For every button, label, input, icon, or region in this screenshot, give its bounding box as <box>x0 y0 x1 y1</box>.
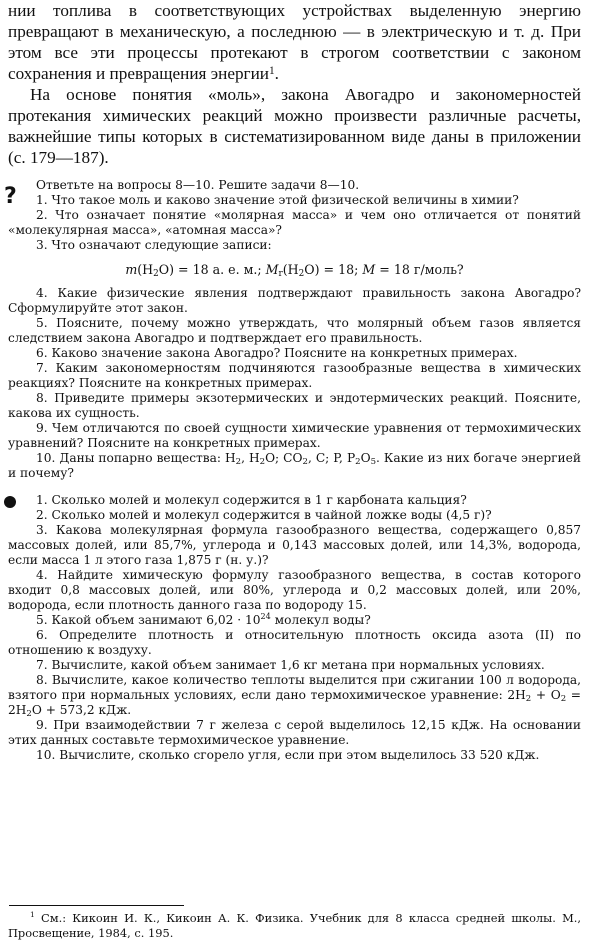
subscript: 2 <box>235 457 242 467</box>
problems-section <box>8 493 581 763</box>
subscript: 2 <box>26 709 32 719</box>
formula-subscript: r <box>278 269 283 279</box>
formula-symbol-M: M <box>265 262 279 277</box>
bullet-dot-icon <box>4 496 16 508</box>
problem-item: 1. Сколько молей и молекул содержится в 1 г карбоната кальция? <box>36 493 467 507</box>
problem-item: 7. Вычислите, какой объем занимает 1,6 кг метана при нормальных условиях. <box>36 658 545 672</box>
question-item: 5. Поясните, почему можно утверждать, что молярный объем газов является следствием закона Авогадро и подтверждает его правильность. <box>8 316 581 345</box>
subscript: 5 <box>370 457 377 467</box>
item-text: O <box>360 451 371 465</box>
problem-item: 6. Определите плотность и относительную плотность оксида азота (II) по отношению к воздуху. <box>8 628 581 657</box>
item-text: O + 573,2 кДж. <box>31 703 132 717</box>
question-item: 9. Чем отличаются по своей сущности химические уравнения от термохимических уравнений? Поясните на конкретных примерах. <box>8 421 581 450</box>
question-item: 2. Что означает понятие «молярная масса» и чем оно отличается от понятий «молекулярная масса», «атомная масса»? <box>8 208 581 237</box>
item-text: 8. Вычислите, какое количество теплоты выделится при сжигании 100 л водорода, взятого при нормальных условиях, если дано термохимическое уравнение: 2H <box>8 673 581 702</box>
footnote-text: См.: Кикоин И. К., Кикоин А. К. Физика. Учебник для 8 класса средней школы. М., Просвещение, 1984, с. 195. <box>8 911 581 940</box>
formula-symbol-m: m <box>125 262 138 277</box>
subscript: 2 <box>259 457 266 467</box>
problem-item: 4. Найдите химическую формулу газообразного вещества, в состав которого входит 0,8 массовых долей, или 80%, углерода и 0,2 массовых долей, или 20%, водорода, если плотность данного газа по водороду 15. <box>8 568 581 612</box>
intro-paragraph-1-end: . <box>274 64 279 83</box>
formula-part: O) = 18 а. е. м.; <box>158 262 266 277</box>
footnote-divider <box>9 905 184 906</box>
footnote-reference: 1 <box>269 65 275 77</box>
intro-paragraph-2: На основе понятия «моль», закона Авогадро и закономерностей протекания химических реакций можно произвести различные расчеты, важнейшие типы которых в систематизированном виде даны в приложении (с. 179—187). <box>8 85 581 167</box>
item-text: молекул воды? <box>270 613 371 627</box>
question-item: 4. Какие физические явления подтверждают правильность закона Авогадро? Сформулируйте этот закон. <box>8 286 581 315</box>
formula-line <box>8 262 581 277</box>
question-item: 8. Приведите примеры экзотермических и эндотермических реакций. Поясните, какова их сущность. <box>8 391 581 420</box>
item-text: , C; P, P <box>307 451 356 465</box>
problem-item <box>8 613 581 628</box>
item-text: O; CO <box>265 451 303 465</box>
subscript: 2 <box>302 457 308 467</box>
problem-item: 10. Вычислите, сколько сгорело угля, если при этом выделилось 33 520 кДж. <box>36 748 540 762</box>
item-text: 5. Какой объем занимают 6,02 · 10 <box>36 613 261 627</box>
question-item <box>8 451 581 481</box>
problem-item <box>8 673 581 718</box>
question-mark-icon: ? <box>4 184 17 209</box>
formula-symbol-M: M <box>362 262 376 277</box>
item-text: , H <box>241 451 260 465</box>
questions-section <box>4 178 581 481</box>
footnote-number: 1 <box>30 910 35 919</box>
item-text: 10. Даны попарно вещества: H <box>36 451 236 465</box>
formula-part: (H <box>282 262 299 277</box>
subscript: 2 <box>525 694 532 704</box>
item-text: + O <box>531 688 561 702</box>
problem-item: 2. Сколько молей и молекул содержится в чайной ложке воды (4,5 г)? <box>36 508 492 522</box>
subscript: 2 <box>355 457 361 467</box>
subscript: 2 <box>560 694 567 704</box>
questions-instruction: Ответьте на вопросы 8—10. Решите задачи 8—10. <box>36 178 360 192</box>
question-item: 3. Что означают следующие записи: <box>36 238 272 252</box>
formula-subscript: 2 <box>153 269 159 279</box>
question-item: 6. Каково значение закона Авогадро? Поясните на конкретных примерах. <box>36 346 518 360</box>
item-text: = 2H <box>8 688 581 717</box>
item-text: . Какие из них богаче энергией и почему? <box>8 451 581 480</box>
formula-subscript: 2 <box>298 269 305 279</box>
footnote <box>8 911 581 941</box>
intro-text <box>8 0 581 168</box>
exponent: 24 <box>260 612 271 621</box>
problem-item: 3. Какова молекулярная формула газообразного вещества, содержащего 0,857 массовых долей, или 85,7%, углерода и 0,143 массовых долей, или 14,3%, водорода, если масса 1 л этого газа 1,875 г (н. у.)? <box>8 523 581 567</box>
intro-paragraph-1-text: нии топлива в соответствующих устройствах выделенную энергию превращают в механическую, а последнюю — в электрическую и т. д. При этом все эти процессы протекают в строгом соответствии с законом сохранения и превращения энергии <box>8 1 581 83</box>
question-item: 1. Что такое моль и каково значение этой физической величины в химии? <box>36 193 519 207</box>
problem-item: 9. При взаимодействии 7 г железа с серой выделилось 12,15 кДж. На основании этих данных составьте термохимическое уравнение. <box>8 718 581 747</box>
formula-part: O) = 18; <box>304 262 363 277</box>
formula-part: = 18 г/моль? <box>375 262 464 277</box>
question-item: 7. Каким закономерностям подчиняются газообразные вещества в химических реакциях? Поясните на конкретных примерах. <box>8 361 581 390</box>
intro-paragraph-1 <box>8 0 581 84</box>
formula-part: (H <box>137 262 154 277</box>
